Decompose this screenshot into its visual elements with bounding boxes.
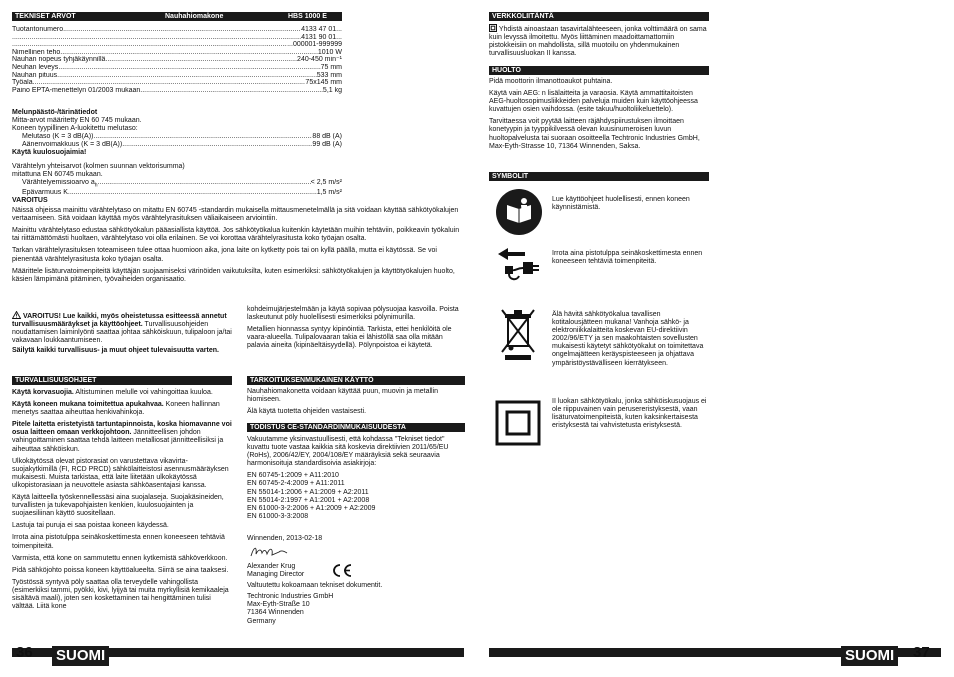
spec-title: TEKNISET ARVOT xyxy=(15,13,76,20)
spec-row xyxy=(12,49,342,57)
use-para: Älä käytä tuotetta ohjeiden vastaisesti. xyxy=(247,408,367,416)
mains-para: Yhdistä ainoastaan tasavirtalähteeseen, jonka volttimäärä on sama kuin levyssä ilmoitettu. Myös liittäminen maadoittamattomiin pistokkeisiin on mahdollista, sillä muotoilu on yhdenmukainen turvallisuusluokan II kanssa. xyxy=(489,26,707,58)
intended-use-title: TARKOITUKSENMUKAINEN KÄYTTÖ xyxy=(250,377,374,384)
page-number: 37 xyxy=(913,644,930,661)
spec-key: Melutaso (K = 3 dB(A)) xyxy=(22,133,94,141)
maintenance-para: Pidä moottorin ilmanottoaukot puhtaina. xyxy=(489,78,613,85)
spec-row xyxy=(12,64,342,72)
spec-key: Nauhan nopeus tyhjäkäynnillä xyxy=(12,56,106,64)
spec-key: Nauhan pituus xyxy=(12,71,58,79)
spec-value: 1,5 m/s² xyxy=(316,189,342,197)
ear-protection: Käytä kuulosuojaimia! xyxy=(12,149,87,157)
spec-value: 1010 W xyxy=(317,48,342,56)
noise-line: Koneen tyypillinen A-luokitettu melutaso: xyxy=(12,125,138,133)
safety-instructions xyxy=(12,389,232,615)
ce-text xyxy=(247,436,465,543)
use-para: Nauhahiomakonetta voidaan käyttää puun, muovin ja metallin hiomiseen. xyxy=(247,388,439,404)
spec-row xyxy=(12,79,342,87)
spec-key: Nimellinen teho xyxy=(12,48,61,56)
mains-text xyxy=(489,24,709,62)
spec-row xyxy=(12,34,342,42)
warning-para: Mainittu värähtelytaso edustaa sähkötyökalun pääasiallista käyttöä. Jos sähkötyökalua kuitenkin käytetään muihin tehtäviin, poikkeavin työkaluin tai riittämättömästi huoltaen, värähtelytaso voi olla erilainen. Se voi korottaa värähtelyrasitusta koko työajan osalta. xyxy=(12,227,460,243)
standard-item: EN 61000-3-3:2008 xyxy=(247,512,309,520)
spec-row xyxy=(12,41,342,49)
page-language: SUOMI xyxy=(52,646,109,666)
warning-para: Näissä ohjeissa mainittu värähtelytaso on mitattu EN 60745 -standardin mukaisella mittausmenetelmällä ja sitä voidaan käyttää sähkötyökalujen vertaamiseen. Sitä voidaan käyttää myös värähtelyrasituksen väliaikaiseen arviointiin. xyxy=(12,207,459,223)
spec-value: < 2,5 m/s² xyxy=(310,178,342,186)
safety-para: Ulkokäytössä olevat pistorasiat on varustettava vikavirta-suojakytkimillä (FI, RCD PRCD) sähkölaitteistosi asennusmääräyksen mukaisesti. Muista tarkistaa, että laite liitetään ulkokäytössä ulkopistorasiaan ja neuvottele asiasta sähköasentajasi kanssa. xyxy=(12,457,229,489)
maintenance-title: HUOLTO xyxy=(492,67,521,74)
place-date: Winnenden, 2013-02-18 xyxy=(247,534,323,542)
unplug-icon xyxy=(495,240,541,289)
spec-value: 75x145 mm xyxy=(305,79,342,87)
warning-title: VAROITUS xyxy=(12,197,48,204)
spec-key: Tuotantonumero xyxy=(12,26,64,33)
safety-para: Irrota aina pistotulppa seinäkoskettimesta ennen koneeseen tehtäviä toimenpiteitä. xyxy=(12,534,225,550)
noise-title: Melunpäästö-/tärinätiedot xyxy=(12,109,98,116)
address-line: Germany xyxy=(247,617,276,625)
symbol-text-unplug: Irrota aina pistotulppa seinäkoskettimesta ennen koneeseen tehtäviä toimenpiteitä. xyxy=(552,250,703,266)
read-manual-icon xyxy=(495,188,543,241)
spec-key: Äänenvoimakkuus (K = 3 dB(A)) xyxy=(22,141,123,149)
maintenance-text xyxy=(489,78,709,155)
standards-list xyxy=(247,472,465,521)
spec-value: ...000001-999999 xyxy=(287,41,342,49)
maintenance-para: Käytä vain AEG: n lisälaitteita ja varaosia. Käytä ammattitaitoisten AEG-huoltosopimusliikkeiden palveluja muiden kuin käyttöohjeessa kuvattujen osien vaihdossa. (esite takuu/huoltoliikeluettelo). xyxy=(489,90,698,114)
standard-item: EN 55014-2:1997 + A1:2001 + A2:2008 xyxy=(247,496,370,504)
symbol-text-class-ii: II luokan sähkötyökalu, jonka sähköiskusuojaus ei ole riippuvainen vain perusereristyksestä, vaan lisäturvatoimenpiteistä, kuten kaksinkertaisesta eristyksestä tai vahvistetusta eristyksestä. xyxy=(552,398,707,430)
intended-use-header xyxy=(247,376,465,385)
ce-intro: Vakuutamme yksinvastuullisesti, että kohdassa "Tekniset tiedot" kuvattu tuote vastaa kaikkia sitä koskevia direktiivien 2011/65/EU (RoHs), 2006/42/EY, 2004/108/EY määräyksiä sekä seuraavia harmonisoituja standardisoivia asiakirjoja: xyxy=(247,436,449,468)
safety-intro xyxy=(12,311,232,359)
maintenance-header xyxy=(489,66,709,75)
spec-value: 75 mm xyxy=(320,63,342,71)
address-line: Techtronic Industries GmbH xyxy=(247,593,334,601)
safety-para: Varmista, että kone on sammutettu ennen kytkemistä sähköverkkoon. xyxy=(12,554,228,562)
right-page xyxy=(477,0,954,677)
spec-col1: Nauhahiomakone xyxy=(165,13,224,20)
standard-item: EN 55014-1:2006 + A1:2009 + A2:2011 xyxy=(247,488,369,496)
class-ii-small-icon xyxy=(489,26,497,33)
dust-para: kohdeimujärjestelmään ja käytä sopivaa pölysuojaa kasvoilla. Poista laskeutunut pöly huolellisesti esimerkiksi pölynimurilla. xyxy=(247,306,459,322)
spec-key: Paino EPTA-menettelyn 01/2003 mukaan xyxy=(12,86,141,94)
safety-para: Pitele laitetta eristetyistä tartuntapinnoista, koska hiomavanne voi osua laitteen omaan verkkojohtoon. Jännitteellisen johdon vahingoittaminen saattaa tehdä laitteen metalliosat jännitteellisiksi ja aiheuttaa sähköiskun. xyxy=(12,421,232,453)
spec-value: 4131 90 01... xyxy=(301,33,342,41)
spec-row xyxy=(22,141,342,149)
spec-value: 4133 47 01... xyxy=(301,26,342,33)
warning-intro-text: Turvallisuusohjeiden noudattamisen laiminlyönti saattaa johtaa sähköiskuun, tulipaloon ja/tai vakavaan loukkaantumiseen. xyxy=(12,321,232,345)
warning-para: Määrittele lisäturvatoimenpiteitä käyttäjän suojaamiseksi värinöiden vaikutuksilta, kuten esimerkiksi: sähkötyökalujen ja käyttötyökalujen huolto, käsien lämpimänä pitäminen, työvaiheiden organisaatio. xyxy=(12,267,455,283)
standard-item: EN 60745-2-4:2009 + A11:2011 xyxy=(247,480,345,488)
warning-para: Tarkan värähtelyrasituksen toteamiseen tulee ottaa huomioon aika, jona laite on kytketty pois tai on kyllä päällä, mutta ei käytössä. Se voi pienentää värähtelyrasitusta koko työajan osalta. xyxy=(12,247,437,263)
noise-block xyxy=(12,109,342,197)
page-number: 36 xyxy=(16,644,33,661)
ce-header xyxy=(247,423,465,432)
spec-key: Työala xyxy=(12,79,33,87)
address-line: 71364 Winnenden xyxy=(247,609,304,617)
spec-value: 99 dB (A) xyxy=(312,141,342,149)
safety-title: TURVALLISUUSOHJEET xyxy=(15,377,97,384)
spec-header xyxy=(12,12,342,21)
signer-name: Alexander Krug xyxy=(247,563,296,570)
mains-title: VERKKOLIITÄNTÄ xyxy=(492,13,554,20)
vib-line: Värähtelyn yhteisarvot (kolmen suunnan vektorisumma) xyxy=(12,162,185,170)
symbol-text-weee: Älä hävitä sähkötyökalua tavallisen kotitalousjätteen mukana! Vanhoja sähkö- ja elektroniikkalaitteita koskevan EU-direktiivin 2002/96/ETY ja sen maakohtaisten sovellusten mukaisesti käytetyt sähkötyökalut on toimitettava ongelmajätteen keräyspisteeseen ja ohjattava ympäristöystävälliseen kierrätykseen. xyxy=(552,311,704,367)
sparks-para: Metallien hionnassa syntyy kipinöintiä. Tarkista, ettei henkilöitä ole vaara-alueella. Tulipalovaaran takia ei lähistöllä saa olla mitään palavia aineita (kipinäeltäisyydellä). Pölynpoistoa ei käytetä. xyxy=(247,326,452,350)
keep-instructions: Säilytä kaikki turvallisuus- ja muut ohjeet tulevaisuutta varten. xyxy=(12,347,219,355)
dust-text xyxy=(247,306,465,354)
safety-para: Käytä laitteella työskennellessäsi aina suojalaseja. Suojakäsineiden, turvallisten ja tukevapohjaisten kenkien, kuulosuojainten ja suojaesiliinan käyttö suositellaan. xyxy=(12,494,224,518)
spec-row xyxy=(12,72,342,80)
spec-key: Neuhan leveys xyxy=(12,63,59,71)
authorization: Valtuutettu kokoamaan tekniset dokumentit. xyxy=(247,582,383,590)
symbols-header xyxy=(489,172,709,181)
safety-para: Käytä koneen mukana toimitettua apukahvaa. Koneen hallinnan menetys saattaa aiheuttaa henkivahinkoja. xyxy=(12,401,220,417)
safety-para: Lastuja tai puruja ei saa poistaa koneen käydessä. xyxy=(12,522,169,530)
standard-item: EN 60745-1:2009 + A11:2010 xyxy=(247,472,339,480)
spec-row xyxy=(12,26,342,34)
safety-para: Pidä sähköjohto poissa koneen käyttöalueelta. Siirrä se aina taaksesi. xyxy=(12,566,229,574)
ce-title: TODISTUS CE-STANDARDINMUKAISUUDESTA xyxy=(250,424,406,431)
symbol-text-read-manual: Lue käyttöohjeet huolellisesti, ennen koneen käynnistämistä. xyxy=(552,196,690,212)
spec-row xyxy=(12,56,342,64)
spec-table xyxy=(12,26,342,94)
intended-use-text xyxy=(247,388,465,420)
safety-header xyxy=(12,376,232,385)
weee-bin-icon xyxy=(499,304,537,367)
signer-block xyxy=(247,563,465,626)
standard-item: EN 61000-3-2:2006 + A1:2009 + A2:2009 xyxy=(247,504,376,512)
safety-para: Työstössä syntyvä pöly saattaa olla terveydelle vahingollista (esimerkiksi tammi, pyökki, kivi, lyijyä tai muita myrkyllisiä kemikaaleja sisältävä maali), joten sen koskettaminen tai hengittäminen tulisi välttää. Liitä kone xyxy=(12,578,229,611)
safety-para: Käytä korvasuojia. Altistuminen melulle voi vahingoittaa kuuloa. xyxy=(12,389,213,396)
spec-row xyxy=(22,179,342,189)
spec-key: Värähtelyemissioarvo $a_h$ xyxy=(22,178,98,189)
spec-value: 533 mm xyxy=(316,71,342,79)
signer-role: Managing Director xyxy=(247,571,305,579)
warning-intro-bold: VAROITUS! Lue kaikki, myös oheistetussa esitteessä annetut turvallisuusmääräykset ja käyttöohjeet. xyxy=(12,313,227,329)
address-line: Max-Eyth-Straße 10 xyxy=(247,601,310,609)
spec-value: 88 dB (A) xyxy=(312,133,342,141)
warning-triangle-icon xyxy=(12,313,23,320)
spec-row xyxy=(12,87,342,95)
warning-block xyxy=(12,197,464,288)
symbols-title: SYMBOLIT xyxy=(492,173,529,180)
spec-row xyxy=(22,133,342,141)
noise-line: Mitta-arvot määritetty EN 60 745 mukaan. xyxy=(12,117,142,125)
signature xyxy=(249,544,289,565)
vib-line: mitattuna EN 60745 mukaan. xyxy=(12,170,103,178)
mains-header xyxy=(489,12,709,21)
maintenance-para: Tarvittaessa voit pyytää laitteen räjähdyspiirustuksen ilmoittaen konetyypin ja tyyppikilvessä olevan kuusinumeroisen luvun huoltopalvelusta tai suoraan osoitteella Techtronic Industries GmbH, Max-Eyth-Strasse 10, 71364 Winnenden, Saksa. xyxy=(489,118,700,150)
spec-value: 5,1 kg xyxy=(322,86,342,94)
class-ii-icon xyxy=(495,400,541,451)
spec-key: Epävarmuus K xyxy=(22,189,68,197)
spec-value: 240-450 min⁻¹ xyxy=(297,56,342,64)
page-language: SUOMI xyxy=(841,646,898,666)
spec-col2: HBS 1000 E xyxy=(288,13,327,20)
